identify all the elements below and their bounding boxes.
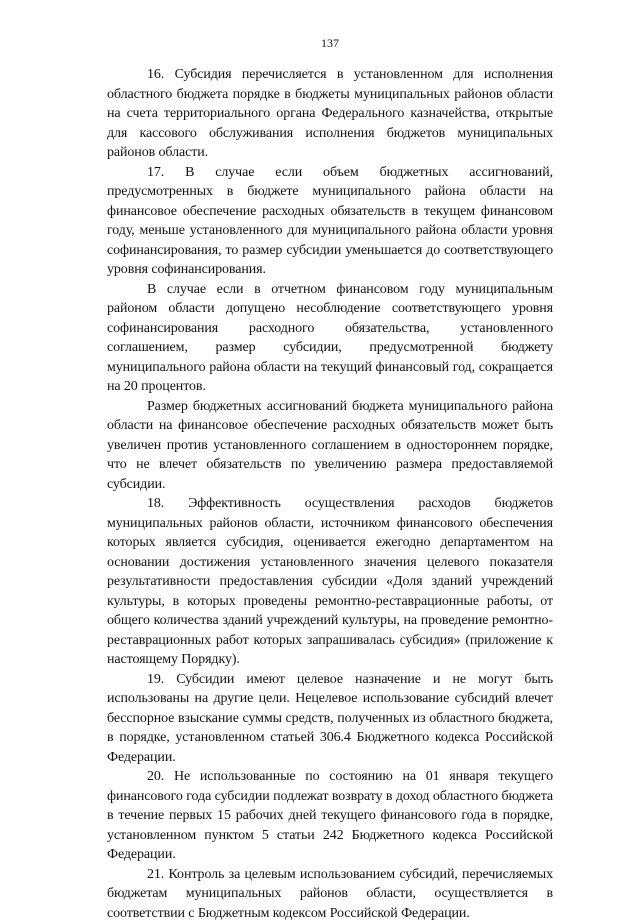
- paragraph-17: 17. В случае если объем бюджетных ассигнований, предусмотренных в бюджете муниципального района области на финансовое обеспечение расходных обязательств в текущем финансовом году, меньше установленного для муниципального района области уровня софинансирования, то размер субсидии уменьшается до соответствующего уровня софинансирования.: [107, 163, 553, 280]
- document-body: [107, 65, 553, 923]
- paragraph-16: 16. Субсидия перечисляется в установленном для исполнения областного бюджета порядке в бюджеты муниципальных районов области на счета территориального органа Федерального казначейства, открытые для кассового обслуживания исполнения бюджетов муниципальных районов области.: [107, 65, 553, 163]
- paragraph-21: 21. Контроль за целевым использованием субсидий, перечисляемых бюджетам муниципальных районов области, осуществляется в соответствии с Бюджетным кодексом Российской Федерации.: [107, 865, 553, 923]
- paragraph-17-budget-increase: Размер бюджетных ассигнований бюджета муниципального района области на финансовое обеспечение расходных обязательств может быть увеличен против установленного соглашением в одностороннем порядке, что не влечет обязательств по увеличению размера предоставляемой субсидии.: [107, 397, 553, 495]
- paragraph-19: 19. Субсидии имеют целевое назначение и не могут быть использованы на другие цели. Нецелевое использование субсидий влечет бесспорное взыскание суммы средств, полученных из областного бюджета, в порядке, установленном статьей 306.4 Бюджетного кодекса Российской Федерации.: [107, 670, 553, 768]
- paragraph-17-cofinancing-breach: В случае если в отчетном финансовом году муниципальным районом области допущено несоблюдение соответствующего уровня софинансирования расходного обязательства, установленного соглашением, размер субсидии, предусмотренной бюджету муниципального района области на текущий финансовый год, сокращается на 20 процентов.: [107, 280, 553, 397]
- page-number: 137: [107, 36, 553, 51]
- paragraph-20: 20. Не использованные по состоянию на 01 января текущего финансового года субсидии подлежат возврату в доход областного бюджета в течение первых 15 рабочих дней текущего финансового года в порядке, установленном пунктом 5 статьи 242 Бюджетного кодекса Российской Федерации.: [107, 767, 553, 865]
- paragraph-18: 18. Эффективность осуществления расходов бюджетов муниципальных районов области, источником финансового обеспечения которых является субсидия, оценивается ежегодно департаментом на основании достижения установленного значения целевого показателя результативности предоставления субсидии «Доля зданий учреждений культуры, в которых проведены ремонтно-реставрационные работы, от общего количества зданий учреждений культуры, на проведение ремонтно-реставрационных работ которых запрашивалась субсидия» (приложение к настоящему Порядку).: [107, 494, 553, 670]
